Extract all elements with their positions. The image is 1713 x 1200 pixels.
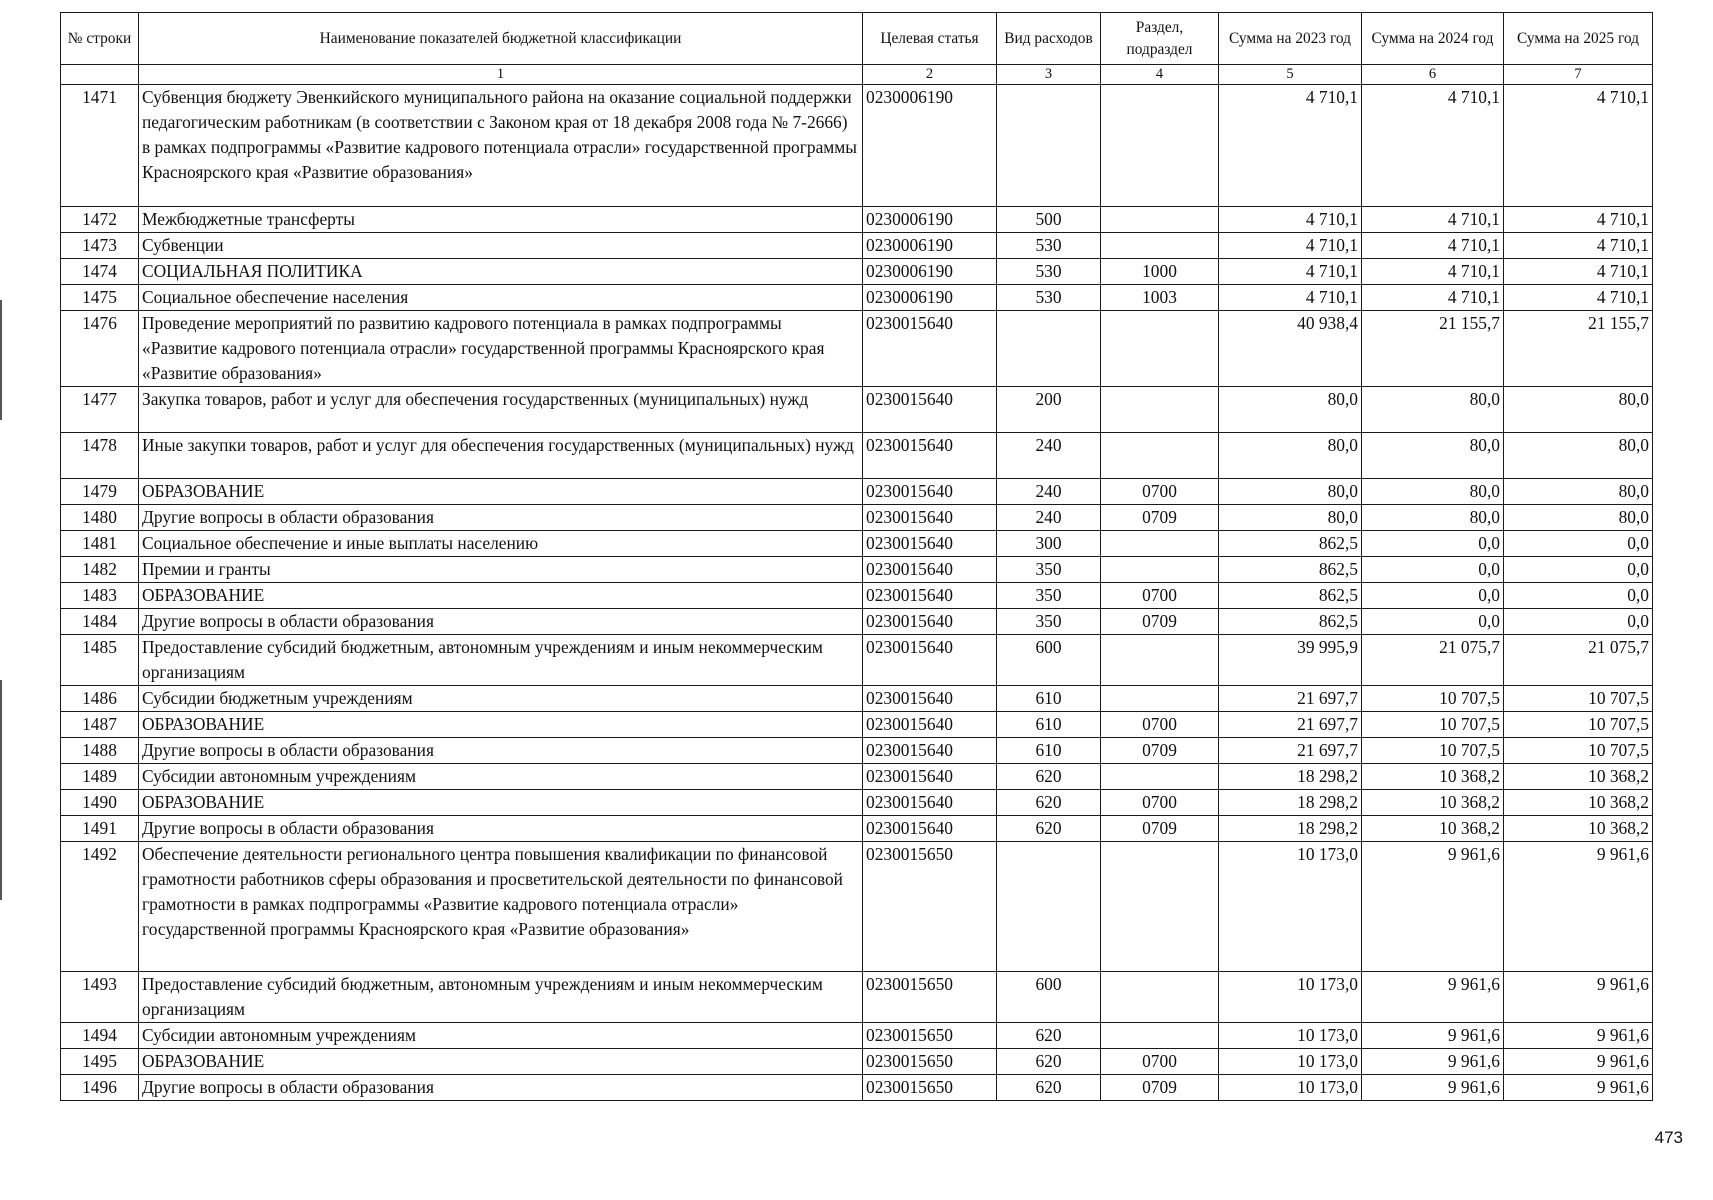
row-section: 0709 xyxy=(1101,505,1219,531)
row-name: Межбюджетные трансферты xyxy=(139,207,863,233)
row-number: 1480 xyxy=(61,505,139,531)
row-expense-type: 620 xyxy=(997,790,1101,816)
row-sum-2024: 9 961,6 xyxy=(1362,1075,1504,1101)
row-expense-type xyxy=(997,85,1101,207)
row-name: Закупка товаров, работ и услуг для обеспечения государственных (муниципальных) нужд xyxy=(139,387,863,433)
row-section xyxy=(1101,635,1219,686)
row-sum-2025: 4 710,1 xyxy=(1504,233,1653,259)
row-section: 0709 xyxy=(1101,738,1219,764)
row-target-article: 0230006190 xyxy=(863,85,997,207)
row-expense-type: 620 xyxy=(997,816,1101,842)
row-sum-2023: 10 173,0 xyxy=(1219,972,1362,1023)
row-sum-2025: 10 707,5 xyxy=(1504,712,1653,738)
row-section xyxy=(1101,207,1219,233)
row-name: Другие вопросы в области образования xyxy=(139,609,863,635)
row-sum-2025: 80,0 xyxy=(1504,387,1653,433)
row-sum-2024: 21 155,7 xyxy=(1362,311,1504,387)
table-row xyxy=(61,531,1653,557)
row-number: 1474 xyxy=(61,259,139,285)
row-sum-2023: 862,5 xyxy=(1219,583,1362,609)
row-sum-2024: 4 710,1 xyxy=(1362,233,1504,259)
row-name: ОБРАЗОВАНИЕ xyxy=(139,712,863,738)
row-sum-2023: 39 995,9 xyxy=(1219,635,1362,686)
row-sum-2025: 9 961,6 xyxy=(1504,972,1653,1023)
row-target-article: 0230015640 xyxy=(863,764,997,790)
row-sum-2025: 10 368,2 xyxy=(1504,764,1653,790)
row-target-article: 0230015640 xyxy=(863,686,997,712)
row-target-article: 0230006190 xyxy=(863,285,997,311)
row-expense-type: 350 xyxy=(997,557,1101,583)
row-number: 1487 xyxy=(61,712,139,738)
row-number: 1482 xyxy=(61,557,139,583)
header-name: Наименование показателей бюджетной классификации xyxy=(139,13,863,65)
row-sum-2023: 40 938,4 xyxy=(1219,311,1362,387)
table-row xyxy=(61,712,1653,738)
row-sum-2024: 80,0 xyxy=(1362,387,1504,433)
row-name: Другие вопросы в области образования xyxy=(139,505,863,531)
row-expense-type: 610 xyxy=(997,738,1101,764)
table-row xyxy=(61,842,1653,972)
row-number: 1484 xyxy=(61,609,139,635)
row-section xyxy=(1101,233,1219,259)
row-sum-2023: 4 710,1 xyxy=(1219,207,1362,233)
table-row xyxy=(61,433,1653,479)
row-sum-2023: 80,0 xyxy=(1219,433,1362,479)
table-body xyxy=(61,85,1653,1101)
row-section: 0700 xyxy=(1101,479,1219,505)
row-name: Предоставление субсидий бюджетным, автономным учреждениям и иным некоммерческим организациям xyxy=(139,635,863,686)
row-section xyxy=(1101,764,1219,790)
table-row xyxy=(61,583,1653,609)
row-number: 1489 xyxy=(61,764,139,790)
row-expense-type: 500 xyxy=(997,207,1101,233)
row-sum-2024: 10 707,5 xyxy=(1362,712,1504,738)
row-name: ОБРАЗОВАНИЕ xyxy=(139,479,863,505)
row-sum-2024: 80,0 xyxy=(1362,433,1504,479)
row-sum-2023: 4 710,1 xyxy=(1219,85,1362,207)
row-section xyxy=(1101,1023,1219,1049)
row-sum-2023: 18 298,2 xyxy=(1219,790,1362,816)
row-sum-2025: 80,0 xyxy=(1504,479,1653,505)
row-target-article: 0230015640 xyxy=(863,609,997,635)
table-row xyxy=(61,1023,1653,1049)
row-sum-2023: 862,5 xyxy=(1219,557,1362,583)
row-target-article: 0230015640 xyxy=(863,557,997,583)
table-row xyxy=(61,557,1653,583)
row-number: 1496 xyxy=(61,1075,139,1101)
row-name: Субвенция бюджету Эвенкийского муниципального района на оказание социальной поддержки педагогическим работникам (в соответствии с Законом края от 18 декабря 2008 года № 7-2666) в рамках подпрограммы «Развитие кадрового потенциала отрасли» государственной программы Красноярского края «Развитие образования» xyxy=(139,85,863,207)
row-sum-2024: 0,0 xyxy=(1362,531,1504,557)
row-number: 1492 xyxy=(61,842,139,972)
row-number: 1472 xyxy=(61,207,139,233)
table-row xyxy=(61,1049,1653,1075)
column-number: 5 xyxy=(1219,65,1362,85)
row-sum-2024: 0,0 xyxy=(1362,583,1504,609)
row-sum-2025: 0,0 xyxy=(1504,609,1653,635)
row-sum-2025: 21 075,7 xyxy=(1504,635,1653,686)
row-target-article: 0230015640 xyxy=(863,531,997,557)
row-number: 1478 xyxy=(61,433,139,479)
row-number: 1479 xyxy=(61,479,139,505)
row-section: 0709 xyxy=(1101,609,1219,635)
table-row xyxy=(61,1075,1653,1101)
row-sum-2023: 80,0 xyxy=(1219,387,1362,433)
row-number: 1493 xyxy=(61,972,139,1023)
row-section: 1000 xyxy=(1101,259,1219,285)
row-expense-type: 610 xyxy=(997,712,1101,738)
row-sum-2024: 9 961,6 xyxy=(1362,1049,1504,1075)
row-sum-2024: 0,0 xyxy=(1362,609,1504,635)
row-target-article: 0230015640 xyxy=(863,479,997,505)
row-number: 1490 xyxy=(61,790,139,816)
row-number: 1477 xyxy=(61,387,139,433)
table-row xyxy=(61,311,1653,387)
row-sum-2025: 10 707,5 xyxy=(1504,686,1653,712)
row-sum-2023: 4 710,1 xyxy=(1219,285,1362,311)
row-expense-type: 300 xyxy=(997,531,1101,557)
row-sum-2023: 18 298,2 xyxy=(1219,764,1362,790)
column-number: 3 xyxy=(997,65,1101,85)
table-row xyxy=(61,972,1653,1023)
row-expense-type: 620 xyxy=(997,1075,1101,1101)
row-sum-2024: 80,0 xyxy=(1362,479,1504,505)
row-sum-2025: 0,0 xyxy=(1504,531,1653,557)
row-name: Социальное обеспечение и иные выплаты населению xyxy=(139,531,863,557)
row-expense-type: 200 xyxy=(997,387,1101,433)
column-number: 7 xyxy=(1504,65,1653,85)
row-target-article: 0230015640 xyxy=(863,505,997,531)
row-number: 1494 xyxy=(61,1023,139,1049)
row-sum-2025: 9 961,6 xyxy=(1504,1075,1653,1101)
row-sum-2025: 10 368,2 xyxy=(1504,790,1653,816)
row-section: 0709 xyxy=(1101,816,1219,842)
row-sum-2024: 4 710,1 xyxy=(1362,285,1504,311)
row-sum-2023: 21 697,7 xyxy=(1219,686,1362,712)
row-sum-2023: 18 298,2 xyxy=(1219,816,1362,842)
row-sum-2023: 4 710,1 xyxy=(1219,259,1362,285)
row-expense-type: 530 xyxy=(997,233,1101,259)
table-row xyxy=(61,609,1653,635)
row-section xyxy=(1101,85,1219,207)
row-sum-2025: 4 710,1 xyxy=(1504,259,1653,285)
row-name: ОБРАЗОВАНИЕ xyxy=(139,790,863,816)
row-sum-2025: 4 710,1 xyxy=(1504,207,1653,233)
row-name: Субсидии автономным учреждениям xyxy=(139,1023,863,1049)
row-number: 1495 xyxy=(61,1049,139,1075)
row-section xyxy=(1101,842,1219,972)
row-section xyxy=(1101,433,1219,479)
row-section: 0700 xyxy=(1101,583,1219,609)
column-number: 2 xyxy=(863,65,997,85)
row-sum-2024: 9 961,6 xyxy=(1362,1023,1504,1049)
column-number: 4 xyxy=(1101,65,1219,85)
header-row xyxy=(61,13,1653,65)
row-expense-type: 530 xyxy=(997,285,1101,311)
row-section xyxy=(1101,686,1219,712)
row-expense-type: 240 xyxy=(997,479,1101,505)
row-expense-type: 240 xyxy=(997,505,1101,531)
row-target-article: 0230015640 xyxy=(863,583,997,609)
row-section: 0700 xyxy=(1101,1049,1219,1075)
row-sum-2024: 4 710,1 xyxy=(1362,259,1504,285)
row-sum-2025: 9 961,6 xyxy=(1504,1049,1653,1075)
header-target: Целевая статья xyxy=(863,13,997,65)
column-number-row xyxy=(61,65,1653,85)
header-sum-2024: Сумма на 2024 год xyxy=(1362,13,1504,65)
row-expense-type: 620 xyxy=(997,764,1101,790)
row-sum-2024: 10 707,5 xyxy=(1362,738,1504,764)
row-sum-2024: 10 368,2 xyxy=(1362,816,1504,842)
row-sum-2023: 10 173,0 xyxy=(1219,842,1362,972)
row-expense-type xyxy=(997,842,1101,972)
row-target-article: 0230015640 xyxy=(863,712,997,738)
row-sum-2023: 80,0 xyxy=(1219,479,1362,505)
row-section xyxy=(1101,387,1219,433)
row-expense-type: 620 xyxy=(997,1023,1101,1049)
row-sum-2025: 9 961,6 xyxy=(1504,842,1653,972)
row-sum-2024: 9 961,6 xyxy=(1362,842,1504,972)
row-sum-2025: 4 710,1 xyxy=(1504,285,1653,311)
header-sum-2025: Сумма на 2025 год xyxy=(1504,13,1653,65)
row-target-article: 0230015650 xyxy=(863,1049,997,1075)
table-row xyxy=(61,387,1653,433)
row-section: 0709 xyxy=(1101,1075,1219,1101)
table-row xyxy=(61,686,1653,712)
table-row xyxy=(61,738,1653,764)
row-sum-2023: 862,5 xyxy=(1219,531,1362,557)
row-number: 1471 xyxy=(61,85,139,207)
row-number: 1481 xyxy=(61,531,139,557)
table-row xyxy=(61,207,1653,233)
row-name: Субсидии бюджетным учреждениям xyxy=(139,686,863,712)
row-name: ОБРАЗОВАНИЕ xyxy=(139,583,863,609)
row-sum-2024: 10 368,2 xyxy=(1362,790,1504,816)
row-number: 1486 xyxy=(61,686,139,712)
row-sum-2023: 80,0 xyxy=(1219,505,1362,531)
row-name: Другие вопросы в области образования xyxy=(139,816,863,842)
row-target-article: 0230006190 xyxy=(863,259,997,285)
row-target-article: 0230015650 xyxy=(863,1075,997,1101)
row-name: Иные закупки товаров, работ и услуг для обеспечения государственных (муниципальных) нужд xyxy=(139,433,863,479)
row-target-article: 0230015640 xyxy=(863,433,997,479)
row-section xyxy=(1101,311,1219,387)
row-sum-2024: 10 707,5 xyxy=(1362,686,1504,712)
row-target-article: 0230015640 xyxy=(863,311,997,387)
row-target-article: 0230006190 xyxy=(863,207,997,233)
row-number: 1475 xyxy=(61,285,139,311)
header-sum-2023: Сумма на 2023 год xyxy=(1219,13,1362,65)
row-sum-2024: 21 075,7 xyxy=(1362,635,1504,686)
row-name: Обеспечение деятельности регионального центра повышения квалификации по финансовой грамотности работников сферы образования и просветительской деятельности по финансовой грамотности в рамках подпрограммы «Развитие кадрового потенциала отрасли» государственной программы Красноярского края «Развитие образования» xyxy=(139,842,863,972)
row-expense-type: 620 xyxy=(997,1049,1101,1075)
header-section: Раздел, подраздел xyxy=(1101,13,1219,65)
column-number: 1 xyxy=(139,65,863,85)
row-sum-2025: 0,0 xyxy=(1504,583,1653,609)
row-sum-2024: 4 710,1 xyxy=(1362,85,1504,207)
row-sum-2025: 4 710,1 xyxy=(1504,85,1653,207)
table-row xyxy=(61,764,1653,790)
row-sum-2025: 21 155,7 xyxy=(1504,311,1653,387)
page-number: 473 xyxy=(1654,1128,1683,1147)
table-header xyxy=(61,13,1653,85)
row-target-article: 0230015650 xyxy=(863,972,997,1023)
table-row xyxy=(61,85,1653,207)
row-target-article: 0230015650 xyxy=(863,1023,997,1049)
row-sum-2023: 21 697,7 xyxy=(1219,738,1362,764)
row-name: Социальное обеспечение населения xyxy=(139,285,863,311)
row-name: Субсидии автономным учреждениям xyxy=(139,764,863,790)
row-sum-2025: 9 961,6 xyxy=(1504,1023,1653,1049)
budget-table xyxy=(60,12,1653,1101)
row-name: ОБРАЗОВАНИЕ xyxy=(139,1049,863,1075)
row-target-article: 0230015640 xyxy=(863,738,997,764)
row-sum-2023: 21 697,7 xyxy=(1219,712,1362,738)
row-number: 1491 xyxy=(61,816,139,842)
table-row xyxy=(61,285,1653,311)
header-row-number: № строки xyxy=(61,13,139,65)
row-number: 1485 xyxy=(61,635,139,686)
table-row xyxy=(61,505,1653,531)
row-number: 1476 xyxy=(61,311,139,387)
row-target-article: 0230015640 xyxy=(863,816,997,842)
row-name: Субвенции xyxy=(139,233,863,259)
row-section xyxy=(1101,557,1219,583)
row-number: 1488 xyxy=(61,738,139,764)
row-expense-type: 610 xyxy=(997,686,1101,712)
row-sum-2025: 0,0 xyxy=(1504,557,1653,583)
row-sum-2024: 4 710,1 xyxy=(1362,207,1504,233)
row-sum-2025: 80,0 xyxy=(1504,433,1653,479)
row-sum-2023: 4 710,1 xyxy=(1219,233,1362,259)
table-row xyxy=(61,233,1653,259)
row-sum-2024: 10 368,2 xyxy=(1362,764,1504,790)
row-target-article: 0230006190 xyxy=(863,233,997,259)
scan-edge-mark xyxy=(0,680,2,900)
column-number xyxy=(61,65,139,85)
row-name: Проведение мероприятий по развитию кадрового потенциала в рамках подпрограммы «Развитие кадрового потенциала отрасли» государственной программы Красноярского края «Развитие образования» xyxy=(139,311,863,387)
row-expense-type xyxy=(997,311,1101,387)
row-target-article: 0230015650 xyxy=(863,842,997,972)
row-name: Премии и гранты xyxy=(139,557,863,583)
row-expense-type: 600 xyxy=(997,635,1101,686)
row-sum-2025: 10 368,2 xyxy=(1504,816,1653,842)
row-expense-type: 350 xyxy=(997,583,1101,609)
table-row xyxy=(61,635,1653,686)
row-name: СОЦИАЛЬНАЯ ПОЛИТИКА xyxy=(139,259,863,285)
table-row xyxy=(61,816,1653,842)
row-section: 1003 xyxy=(1101,285,1219,311)
row-sum-2023: 862,5 xyxy=(1219,609,1362,635)
row-expense-type: 240 xyxy=(997,433,1101,479)
row-section: 0700 xyxy=(1101,790,1219,816)
table-row xyxy=(61,790,1653,816)
row-expense-type: 350 xyxy=(997,609,1101,635)
header-expense-type: Вид расходов xyxy=(997,13,1101,65)
row-sum-2023: 10 173,0 xyxy=(1219,1023,1362,1049)
row-sum-2024: 0,0 xyxy=(1362,557,1504,583)
row-name: Другие вопросы в области образования xyxy=(139,738,863,764)
row-section xyxy=(1101,972,1219,1023)
row-number: 1483 xyxy=(61,583,139,609)
row-target-article: 0230015640 xyxy=(863,387,997,433)
row-sum-2024: 9 961,6 xyxy=(1362,972,1504,1023)
row-section: 0700 xyxy=(1101,712,1219,738)
table-row xyxy=(61,479,1653,505)
row-number: 1473 xyxy=(61,233,139,259)
row-target-article: 0230015640 xyxy=(863,790,997,816)
row-sum-2025: 10 707,5 xyxy=(1504,738,1653,764)
row-expense-type: 530 xyxy=(997,259,1101,285)
row-expense-type: 600 xyxy=(997,972,1101,1023)
row-sum-2025: 80,0 xyxy=(1504,505,1653,531)
row-target-article: 0230015640 xyxy=(863,635,997,686)
scan-edge-mark xyxy=(0,300,2,420)
row-sum-2024: 80,0 xyxy=(1362,505,1504,531)
row-name: Предоставление субсидий бюджетным, автономным учреждениям и иным некоммерческим организациям xyxy=(139,972,863,1023)
row-name: Другие вопросы в области образования xyxy=(139,1075,863,1101)
row-sum-2023: 10 173,0 xyxy=(1219,1049,1362,1075)
table-row xyxy=(61,259,1653,285)
column-number: 6 xyxy=(1362,65,1504,85)
row-sum-2023: 10 173,0 xyxy=(1219,1075,1362,1101)
row-section xyxy=(1101,531,1219,557)
